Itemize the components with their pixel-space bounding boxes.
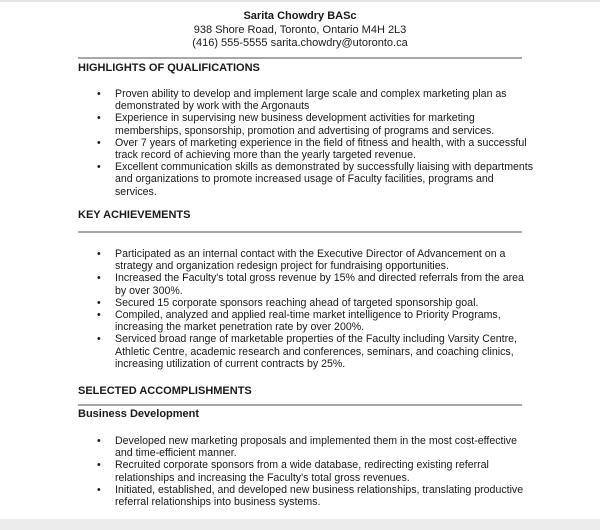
list-item-text: relationships and increasing the Faculty's total gross revenues.	[115, 471, 410, 484]
achievements-list	[0, 248, 600, 370]
list-item-text: increasing the market penetration rate by over 200%.	[115, 321, 365, 334]
list-item	[0, 309, 600, 333]
list-item-text: Developed new marketing proposals and implemented them in the most cost-effective	[115, 435, 517, 447]
bullet-icon: •	[97, 435, 101, 447]
list-item	[0, 161, 600, 198]
list-item-text: memberships, sponsorship, promotion and advertising of programs and services.	[115, 124, 495, 137]
list-item-text: track record of achieving more than the yearly targeted revenue.	[115, 149, 416, 162]
list-item-text: Athletic Centre, academic research and conferences, seminars, and coaching clinics,	[115, 345, 514, 358]
list-item-text: Initiated, established, and developed new business relationships, translating productive	[115, 483, 524, 496]
list-item	[0, 333, 600, 370]
highlights-list	[0, 88, 600, 198]
bullet-icon: •	[97, 161, 101, 174]
subsection-heading: Business Development	[78, 408, 200, 420]
divider	[78, 57, 522, 59]
list-item	[0, 137, 600, 161]
list-item-text: Serviced broad range of marketable properties of the Faculty including Varsity Centre,	[115, 333, 517, 346]
list-item-text: and time-efficient manner.	[115, 447, 237, 460]
list-item-text: Experience in supervising new business development activities for marketing	[115, 112, 475, 125]
list-item	[0, 435, 600, 459]
list-item	[0, 484, 600, 508]
list-item-text: Participated as an internal contact with the Executive Director of Advancement on a	[115, 248, 506, 260]
candidate-name: Sarita Chowdry BASc	[243, 10, 357, 22]
bullet-icon: •	[97, 112, 101, 125]
list-item-text: Compiled, analyzed and applied real-time market intelligence to Priority Programs,	[115, 309, 501, 322]
divider	[78, 404, 522, 406]
bullet-icon: •	[97, 272, 101, 285]
bullet-icon: •	[97, 248, 101, 260]
list-item	[0, 88, 600, 112]
list-item	[0, 459, 600, 483]
section-heading-achievements: KEY ACHIEVEMENTS	[78, 209, 191, 221]
list-item-text: and organizations to promote increased usage of Faculty facilities, programs and	[115, 173, 494, 186]
list-item-text: Recruited corporate sponsors from a wide database, redirecting existing referral	[115, 459, 489, 472]
list-item-text: referral relationships into business systems.	[115, 496, 321, 509]
accomplishments-list	[0, 435, 600, 508]
list-item-text: services.	[115, 185, 157, 198]
bullet-icon: •	[97, 459, 101, 472]
top-border	[0, 0, 600, 2]
bullet-icon: •	[97, 309, 101, 322]
list-item	[0, 112, 600, 136]
list-item-text: Increased the Faculty's total gross revenue by 15% and directed referrals from the area	[115, 272, 524, 285]
list-item-text: Excellent communication skills as demonstrated by successfully liaising with departments	[115, 161, 534, 174]
bullet-icon: •	[97, 296, 101, 309]
bullet-icon: •	[97, 333, 101, 346]
bottom-border	[0, 519, 600, 530]
list-item	[0, 248, 600, 272]
list-item-text: by over 300%.	[115, 284, 183, 297]
section-heading-accomplishments: SELECTED ACCOMPLISHMENTS	[78, 385, 252, 397]
list-item-text: demonstrated by work with the Argonauts	[115, 100, 310, 113]
bullet-icon: •	[97, 88, 101, 100]
list-item	[0, 272, 600, 296]
list-item-text: Proven ability to develop and implement large scale and complex marketing plan as	[115, 88, 507, 100]
list-item-text: increasing utilization of current contracts by 25%.	[115, 357, 346, 370]
bullet-icon: •	[97, 136, 101, 149]
divider	[78, 231, 522, 233]
list-item	[0, 297, 600, 309]
section-heading-highlights: HIGHLIGHTS OF QUALIFICATIONS	[78, 62, 260, 74]
list-item-text: Secured 15 corporate sponsors reaching ahead of targeted sponsorship goal.	[115, 296, 479, 309]
list-item-text: strategy and organization redesign project for fundraising opportunities.	[115, 260, 449, 273]
bullet-icon: •	[97, 483, 101, 496]
list-item-text: Over 7 years of marketing experience in the field of fitness and health, with a successful	[115, 136, 527, 149]
candidate-address: 938 Shore Road, Toronto, Ontario M4H 2L3	[193, 24, 407, 36]
candidate-contact: (416) 555-5555 sarita.chowdry@utoronto.ca	[192, 37, 408, 49]
